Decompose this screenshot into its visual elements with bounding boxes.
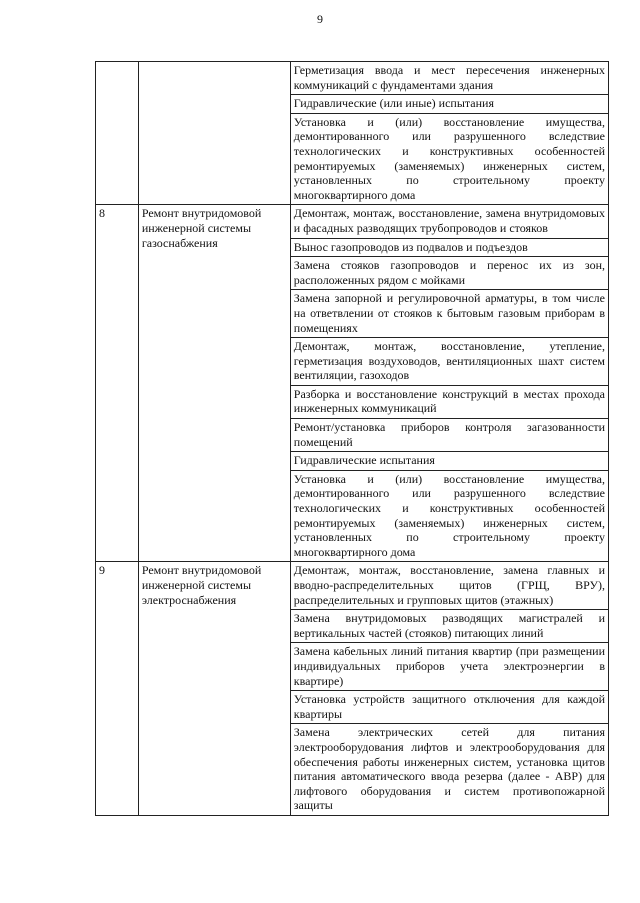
works-table-body <box>96 62 609 816</box>
work-item-cell: Замена электрических сетей для питания электрооборудования лифтов и электрооборудования для обеспечения работы инженерных систем, установка щитов питания автоматического ввода резерва (далее - АВР) для лифтового оборудования и систем противопожарной защиты <box>290 724 608 816</box>
work-item-cell: Установка устройств защитного отключения для каждой квартиры <box>290 691 608 724</box>
work-item-cell: Герметизация ввода и мест пересечения инженерных коммуникаций с фундаментами здания <box>290 62 608 95</box>
work-item-cell: Демонтаж, монтаж, восстановление, утепление, герметизация воздуховодов, вентиляционных шахт систем вентиляции, газоходов <box>290 338 608 386</box>
work-item-cell: Демонтаж, монтаж, восстановление, замена внутридомовых и фасадных разводящих трубопроводов и стояков <box>290 205 608 238</box>
table-row <box>96 62 609 95</box>
work-item-cell: Ремонт/установка приборов контроля загазованности помещений <box>290 419 608 452</box>
work-item-cell: Гидравлические (или иные) испытания <box>290 95 608 114</box>
work-item-cell: Замена внутридомовых разводящих магистралей и вертикальных частей (стояков) питающих линий <box>290 610 608 643</box>
work-item-cell: Замена запорной и регулировочной арматуры, в том числе на ответвлении от стояков к бытовым газовым приборам в помещениях <box>290 290 608 338</box>
work-item-cell: Установка и (или) восстановление имущества, демонтированного или разрушенного вследствие технологических и конструктивных особенностей ремонтируемых (заменяемых) инженерных систем, установленных по строительному проекту многоквартирного дома <box>290 470 608 562</box>
work-item-cell: Замена кабельных линий питания квартир (при размещении индивидуальных приборов учета электроэнергии в квартире) <box>290 643 608 691</box>
system-name-cell: Ремонт внутридомовой инженерной системы электроснабжения <box>138 562 290 816</box>
work-item-cell: Установка и (или) восстановление имущества, демонтированного или разрушенного вследствие технологических и конструктивных особенностей ремонтируемых (заменяемых) инженерных систем, установленных по строительному проекту многоквартирного дома <box>290 113 608 205</box>
works-table <box>95 61 609 816</box>
work-item-cell: Вынос газопроводов из подвалов и подъездов <box>290 238 608 257</box>
table-row <box>96 562 609 610</box>
table-row <box>96 205 609 238</box>
work-item-cell: Разборка и восстановление конструкций в местах прохода инженерных коммуникаций <box>290 385 608 418</box>
system-name-cell: Ремонт внутридомовой инженерной системы газоснабжения <box>138 205 290 562</box>
work-item-cell: Замена стояков газопроводов и перенос их из зон, расположенных рядом с мойками <box>290 257 608 290</box>
row-number-cell: 9 <box>96 562 139 816</box>
row-number-cell <box>96 62 139 205</box>
system-name-cell <box>138 62 290 205</box>
work-item-cell: Демонтаж, монтаж, восстановление, замена главных и вводно-распределительных щитов (ГРЩ, ВРУ), распределительных и групповых щитов (этажных) <box>290 562 608 610</box>
row-number-cell: 8 <box>96 205 139 562</box>
page-number: 9 <box>317 12 323 26</box>
work-item-cell: Гидравлические испытания <box>290 452 608 471</box>
